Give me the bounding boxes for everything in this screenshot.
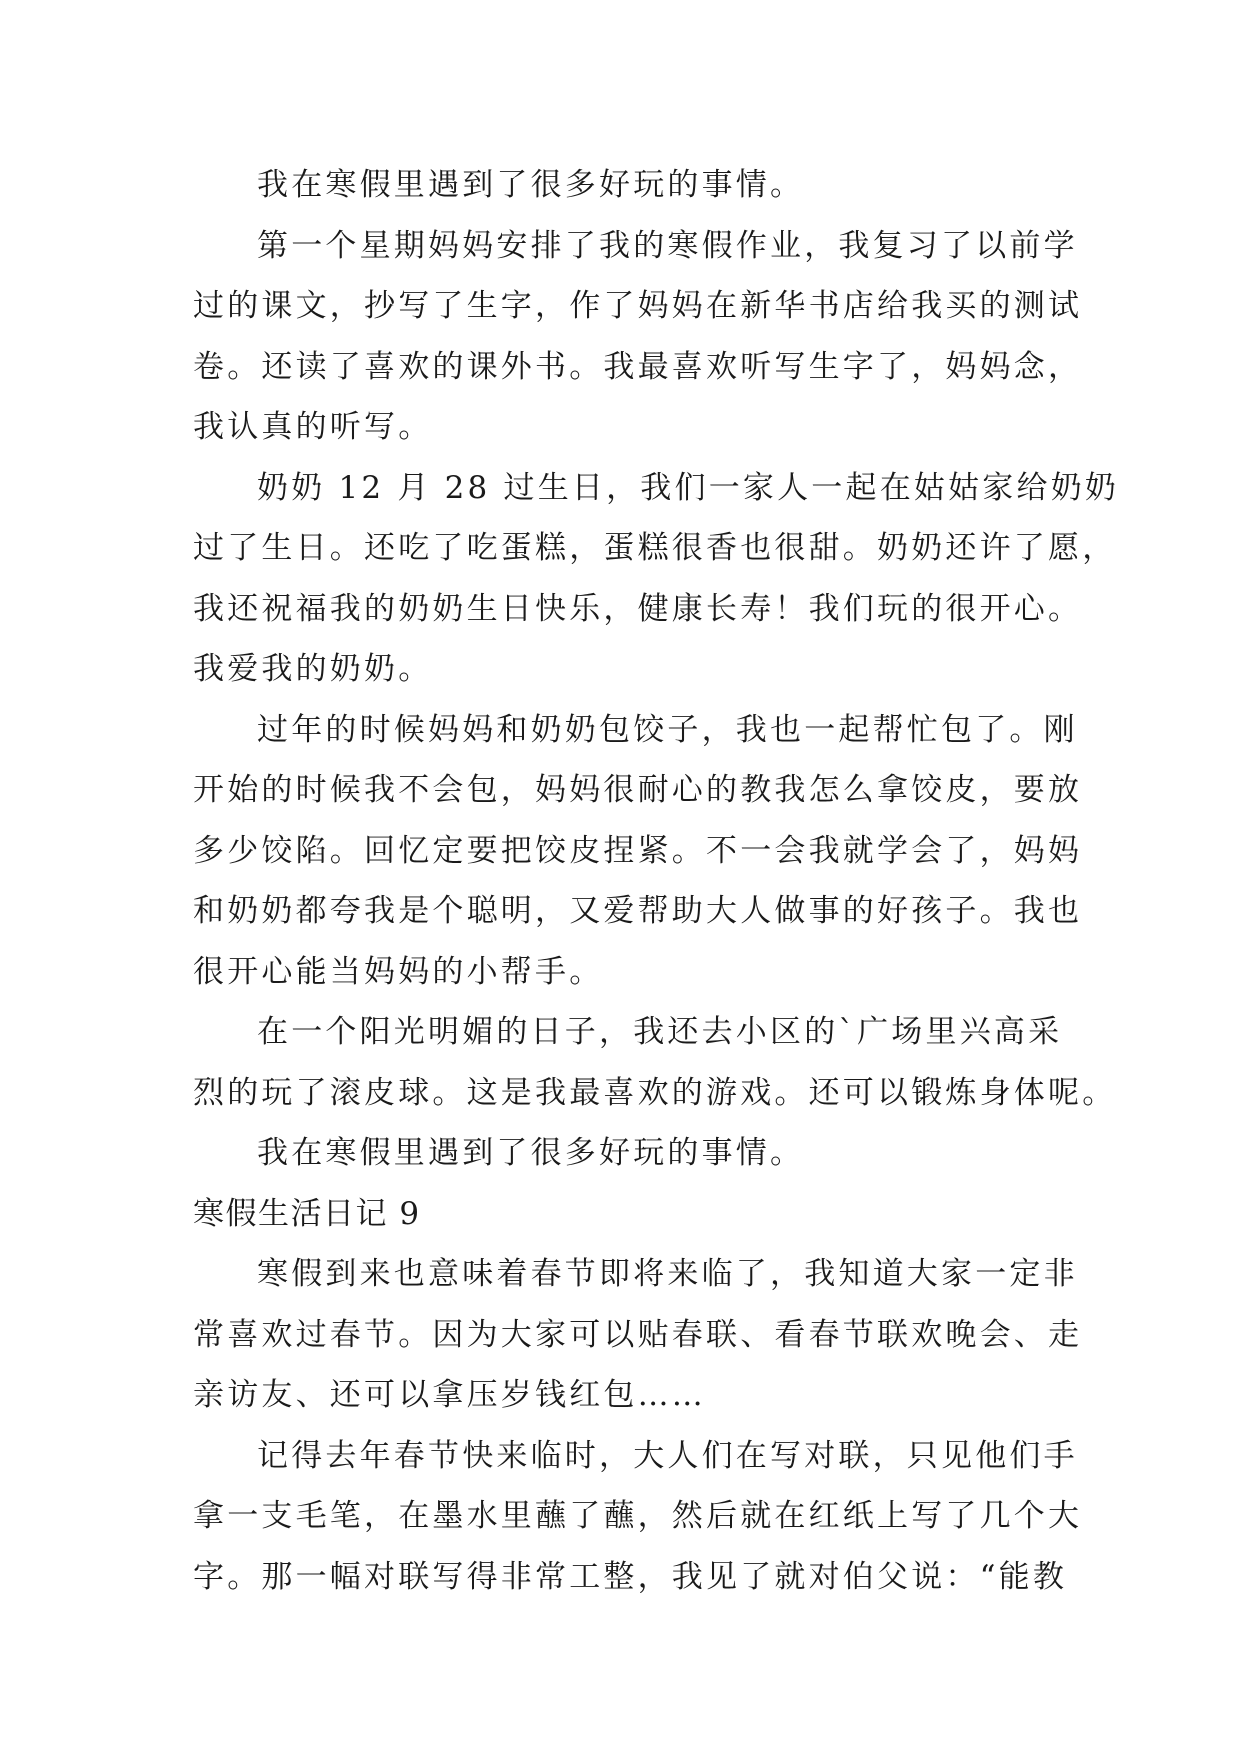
paragraph-line: 过了生日。还吃了吃蛋糕，蛋糕很香也很甜。奶奶还许了愿， <box>193 530 1117 566</box>
paragraph-line: 奶奶 12 月 28 过生日，我们一家人一起在姑姑家给奶奶 <box>257 469 1120 506</box>
paragraph-line: 我在寒假里遇到了很多好玩的事情。 <box>257 1135 805 1171</box>
paragraph-line: 亲访友、还可以拿压岁钱红包…… <box>193 1377 706 1413</box>
paragraph-line: 和奶奶都夸我是个聪明，又爱帮助大人做事的好孩子。我也 <box>193 893 1083 929</box>
paragraph-line: 第一个星期妈妈安排了我的寒假作业，我复习了以前学 <box>257 227 1078 264</box>
paragraph-line: 过年的时候妈妈和奶奶包饺子，我也一起帮忙包了。刚 <box>257 711 1078 748</box>
document-body <box>193 155 1120 1607</box>
paragraph-line: 我还祝福我的奶奶生日快乐，健康长寿！我们玩的很开心。 <box>193 590 1083 627</box>
paragraph-line: 寒假到来也意味着春节即将来临了，我知道大家一定非 <box>257 1256 1078 1292</box>
paragraph-line: 拿一支毛笔，在墨水里蘸了蘸，然后就在红纸上写了几个大 <box>193 1498 1083 1534</box>
paragraph-line: 烈的玩了滚皮球。这是我最喜欢的游戏。还可以锻炼身体呢。 <box>193 1074 1117 1111</box>
paragraph-line: 在一个阳光明媚的日子，我还去小区的`广场里兴高采 <box>257 1014 1063 1050</box>
paragraph-line: 我认真的听写。 <box>193 409 433 445</box>
paragraph-line: 开始的时候我不会包，妈妈很耐心的教我怎么拿饺皮，要放 <box>193 772 1083 808</box>
paragraph-line: 字。那一幅对联写得非常工整，我见了就对伯父说：“能教 <box>193 1558 1068 1595</box>
paragraph-line: 卷。还读了喜欢的课外书。我最喜欢听写生字了，妈妈念， <box>193 348 1083 385</box>
paragraph-line: 过的课文，抄写了生字，作了妈妈在新华书店给我买的测试 <box>193 288 1083 324</box>
paragraph-line: 记得去年春节快来临时，大人们在写对联，只见他们手 <box>257 1437 1078 1474</box>
paragraph-line: 我爱我的奶奶。 <box>193 651 433 687</box>
section-heading: 寒假生活日记 9 <box>193 1195 421 1232</box>
paragraph-line: 常喜欢过春节。因为大家可以贴春联、看春节联欢晚会、走 <box>193 1316 1083 1353</box>
paragraph-line: 我在寒假里遇到了很多好玩的事情。 <box>257 167 805 203</box>
paragraph-line: 多少饺陷。回忆定要把饺皮捏紧。不一会我就学会了，妈妈 <box>193 832 1083 869</box>
paragraph-line: 很开心能当妈妈的小帮手。 <box>193 953 604 990</box>
